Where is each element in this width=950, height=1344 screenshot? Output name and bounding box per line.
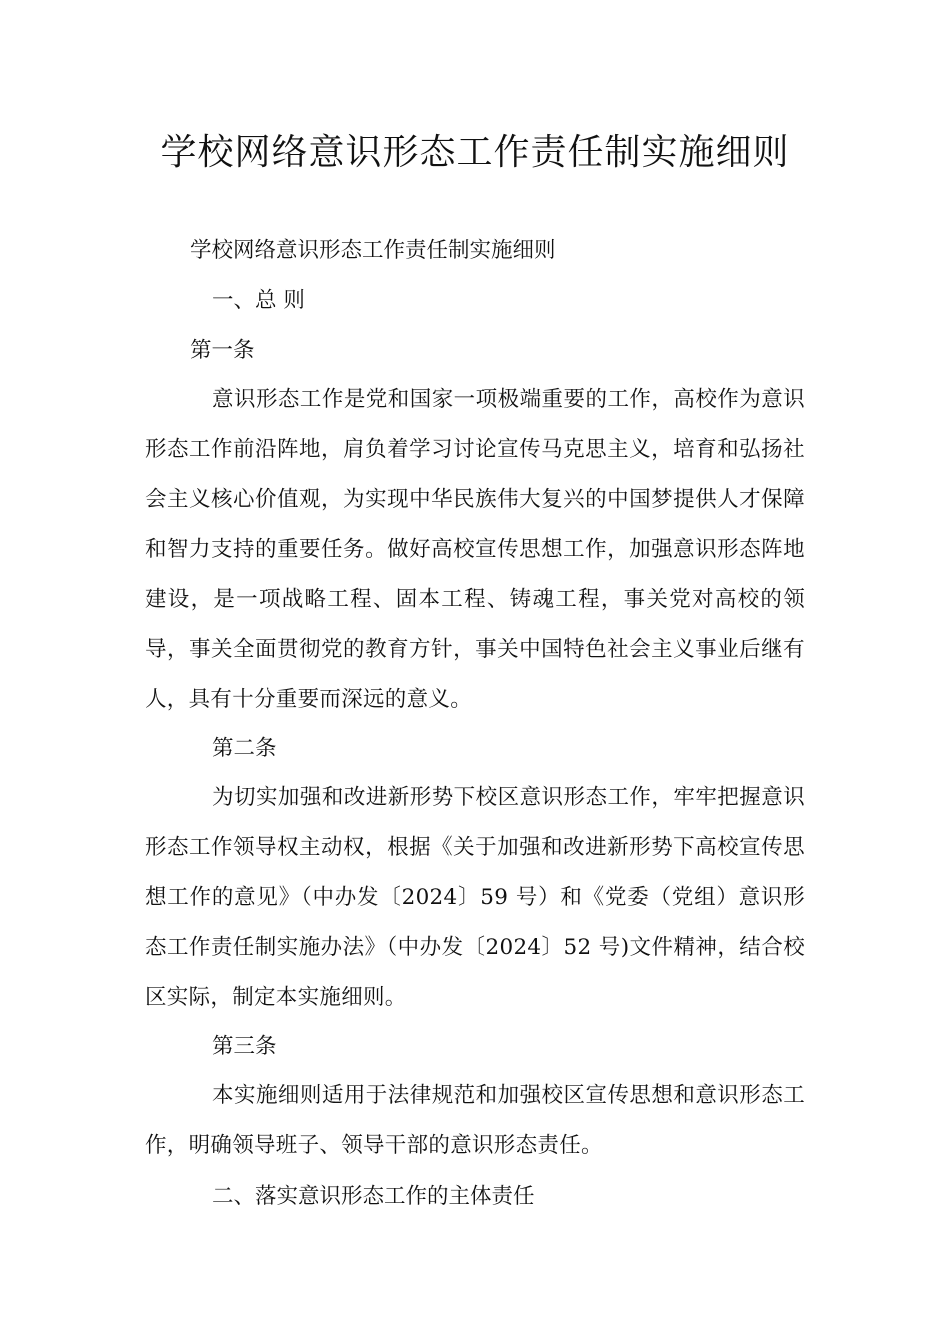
section-heading-responsibility: 二、落实意识形态工作的主体责任 — [212, 1184, 535, 1209]
article-text-3: 本实施细则适用于法律规范和加强校区宣传思想和意识形态工作，明确领导班子、领导干部的意识形态责任。 — [145, 1083, 805, 1158]
article-text-2: 为切实加强和改进新形势下校区意识形态工作，牢牢把握意识形态工作领导权主动权，根据《关于加强和改进新形势下高校宣传思想工作的意见》（中办发〔2024〕59 号）和《党委（党组）意识形态工作责任制实施办法》（中办发〔2024〕52 号)文件精神，结合校区实际，制定本实施细则。 — [145, 785, 805, 1010]
document-subtitle: 学校网络意识形态工作责任制实施细则 — [190, 238, 556, 263]
article-label-1: 第一条 — [190, 338, 255, 363]
document-title: 学校网络意识形态工作责任制实施细则 — [160, 132, 790, 173]
article-text-1: 意识形态工作是党和国家一项极端重要的工作，高校作为意识形态工作前沿阵地，肩负着学习讨论宣传马克思主义，培育和弘扬社会主义核心价值观，为实现中华民族伟大复兴的中国梦提供人才保障和智力支持的重要任务。做好高校宣传思想工作，加强意识形态阵地建设，是一项战略工程、固本工程、铸魂工程，事关党对高校的领导，事关全面贯彻党的教育方针，事关中国特色社会主义事业后继有人，具有十分重要而深远的意义。 — [145, 387, 805, 712]
article-label-3: 第三条 — [212, 1034, 277, 1059]
article-label-2: 第二条 — [212, 736, 277, 761]
section-heading-general: 一、总 则 — [212, 288, 305, 313]
